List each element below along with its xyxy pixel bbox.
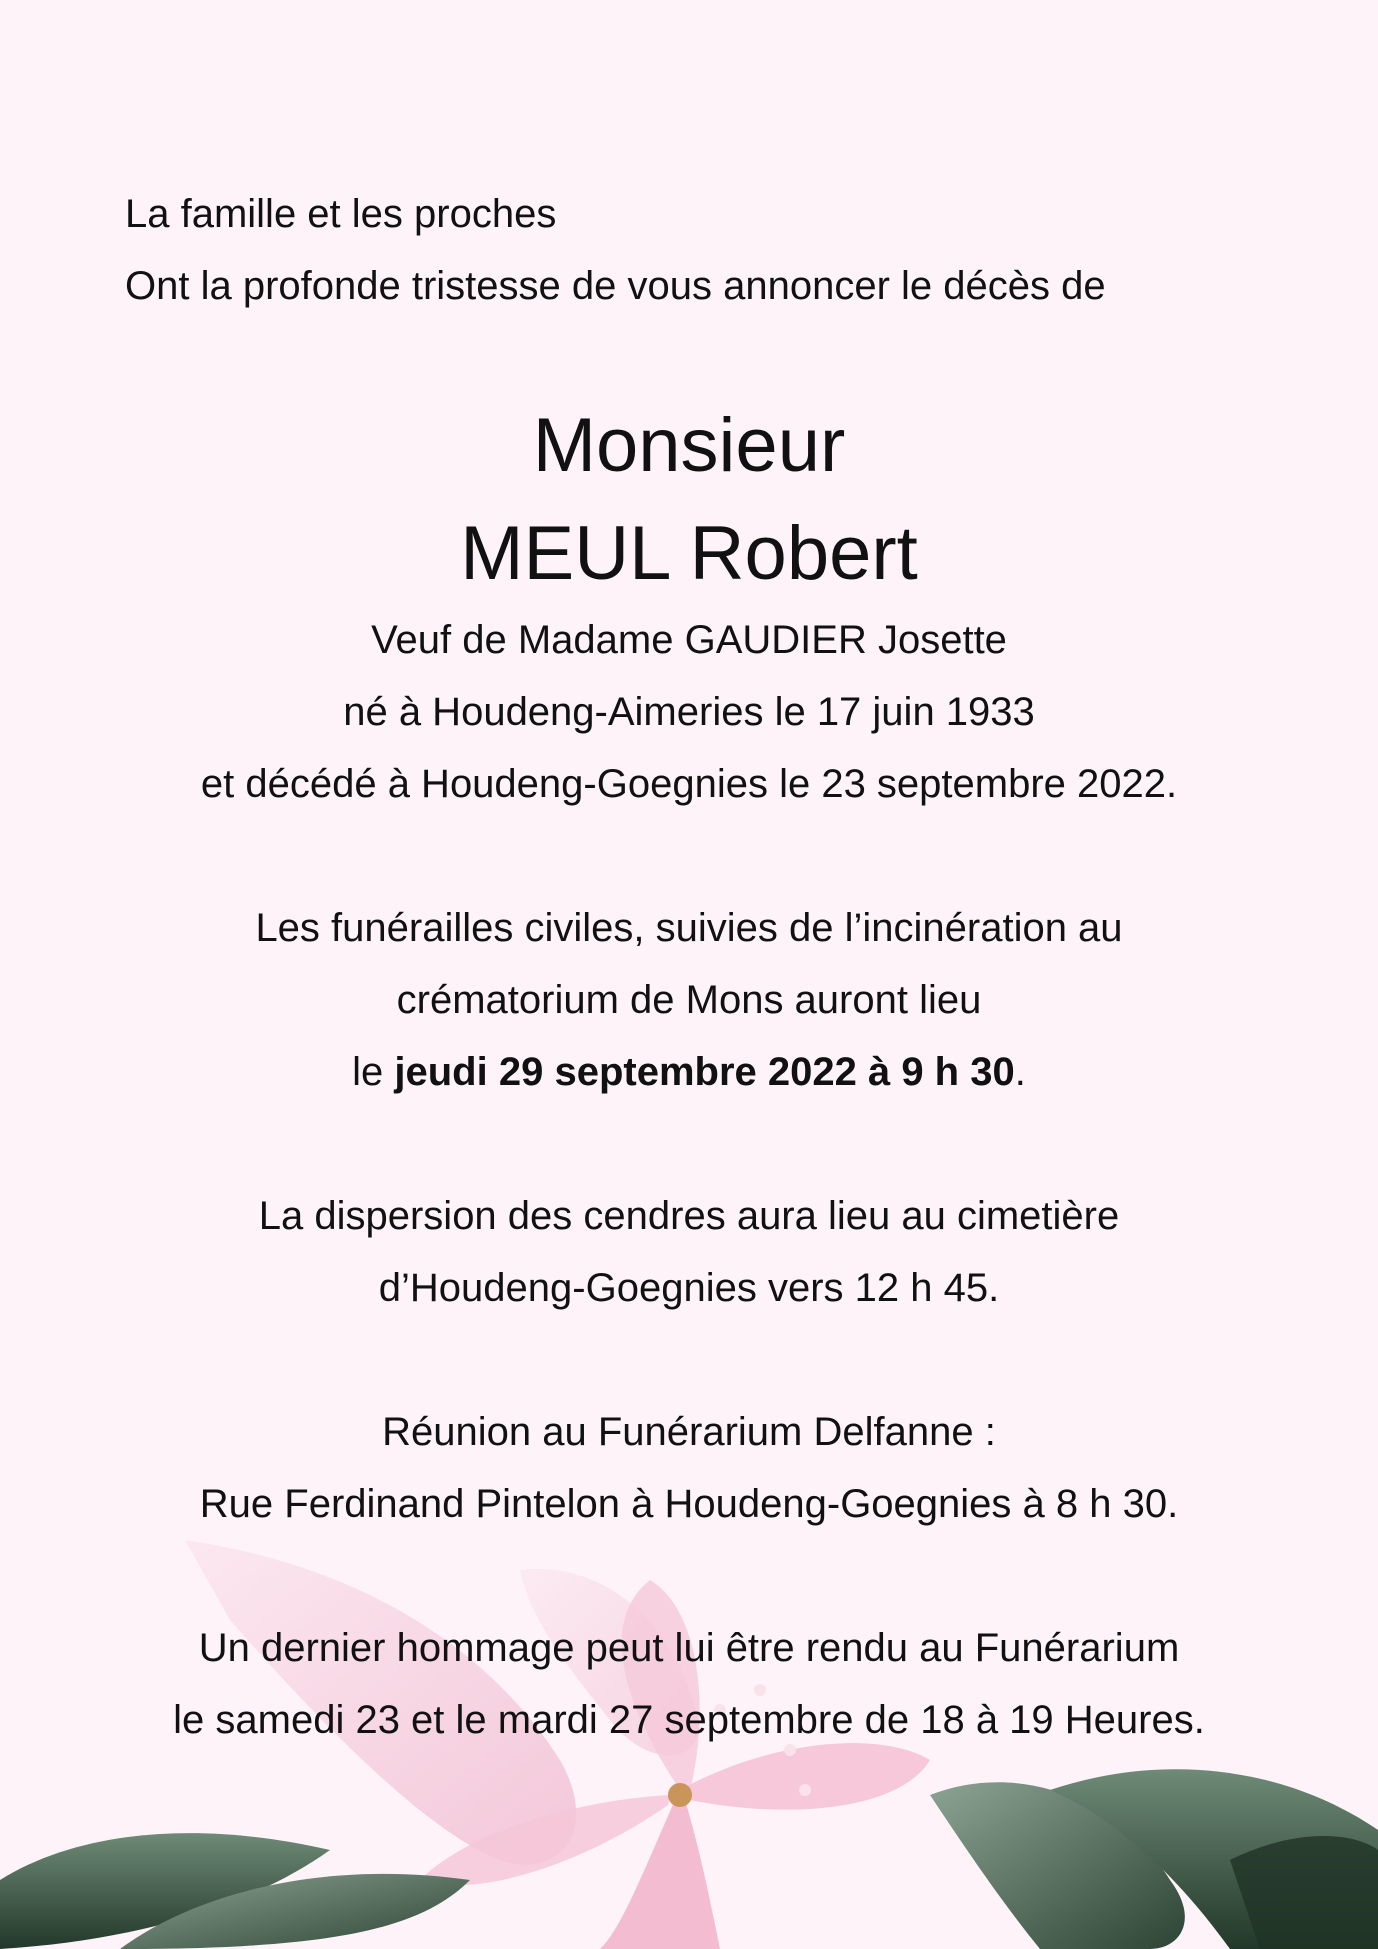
flower-center <box>668 1783 692 1807</box>
birth-line: né à Houdeng-Aimeries le 17 juin 1933 <box>343 690 1035 734</box>
tribute-line: Un dernier hommage peut lui être rendu au Funérarium <box>198 1626 1180 1670</box>
widow-line: Veuf de Madame GAUDIER Josette <box>371 618 1007 662</box>
intro-text <box>125 178 1106 322</box>
funeral-date-line <box>0 1036 1378 1108</box>
dispersion-line: d’Houdeng-Goegnies vers 12 h 45. <box>378 1266 1000 1310</box>
meeting-line: Réunion au Funérarium Delfanne : <box>382 1410 996 1454</box>
meeting-line: Rue Ferdinand Pintelon à Houdeng-Goegnies à 8 h 30. <box>199 1482 1179 1526</box>
death-line: et décédé à Houdeng-Goegnies le 23 septembre 2022. <box>200 762 1178 806</box>
funeral-date-prefix: le <box>352 1050 395 1094</box>
intro-line: Ont la profonde tristesse de vous annoncer le décès de <box>125 264 1106 308</box>
funeral-date-suffix: . <box>1014 1050 1026 1094</box>
stamen-dot <box>799 1784 811 1796</box>
dispersion-line: La dispersion des cendres aura lieu au cimetière <box>258 1194 1120 1238</box>
funeral-line: crématorium de Mons auront lieu <box>396 978 982 1022</box>
intro-line: La famille et les proches <box>125 192 557 236</box>
deceased-name: MEUL Robert <box>460 511 918 596</box>
deceased-heading <box>0 392 1378 608</box>
funeral-line: Les funérailles civiles, suivies de l’incinération au <box>255 906 1123 950</box>
honorific: Monsieur <box>532 403 846 488</box>
funeral-date: jeudi 29 septembre 2022 à 9 h 30 <box>394 1050 1015 1094</box>
notice-details <box>0 604 1378 1756</box>
tribute-line: le samedi 23 et le mardi 27 septembre de 18 à 19 Heures. <box>173 1698 1205 1742</box>
